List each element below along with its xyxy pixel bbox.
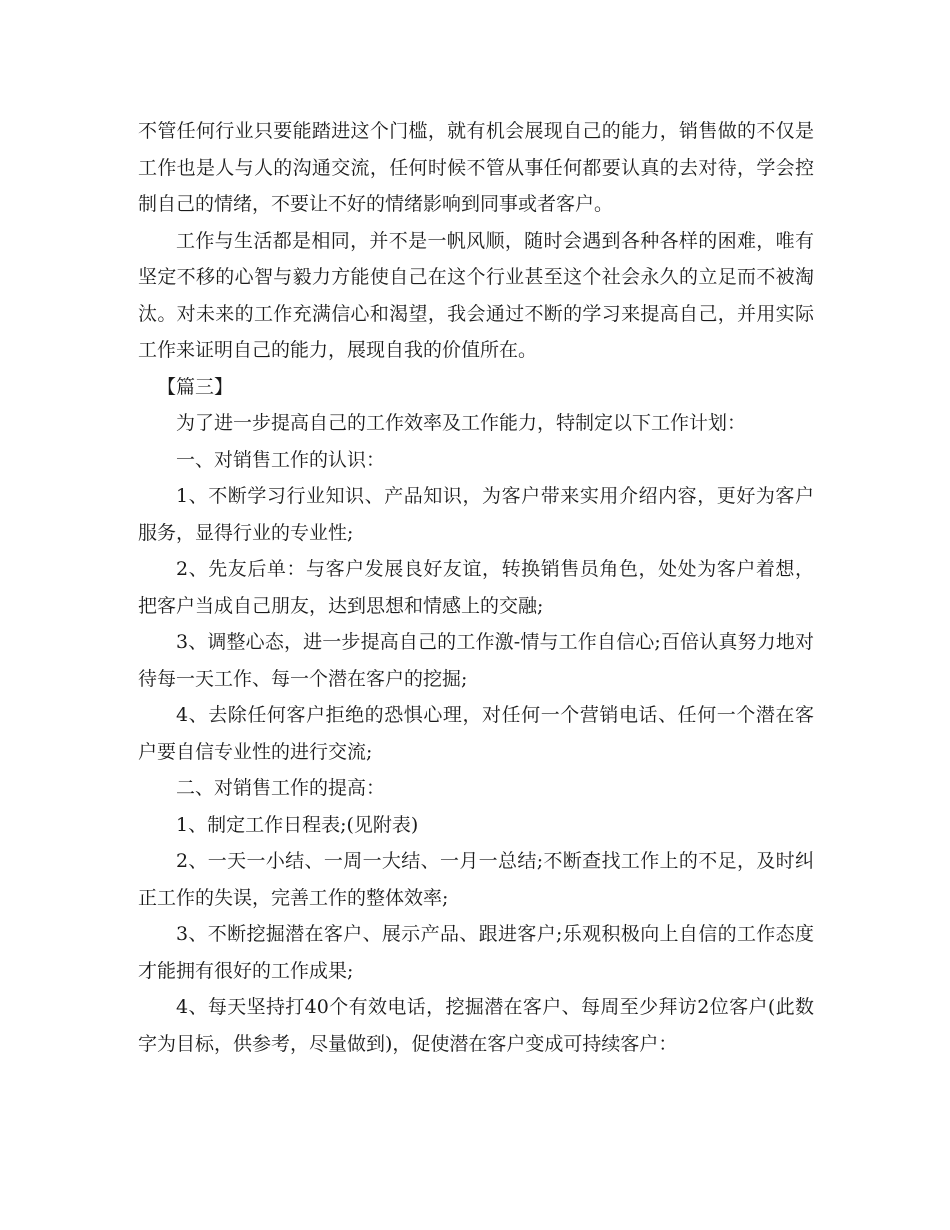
- list-item: 1、制定工作日程表;(见附表): [176, 813, 419, 836]
- paragraph: 不管任何行业只要能踏进这个门槛，就有机会展现自己的能力，销售做的不仅是工作也是人与人的沟通交流，任何时候不管从事任何都要认真的去对待，学会控制自己的情绪，不要让不好的情绪影响到同事或者客户。: [138, 120, 814, 215]
- section-heading: 【篇三】: [157, 375, 234, 398]
- subsection-title: 二、对销售工作的提高：: [176, 777, 386, 799]
- paragraph: 为了进一步提高自己的工作效率及工作能力，特制定以下工作计划：: [176, 412, 747, 434]
- list-item: 3、不断挖掘潜在客户、展示产品、跟进客户;乐观积极向上自信的工作态度才能拥有很好的工作成果;: [138, 923, 814, 982]
- list-item: 3、调整心态，进一步提高自己的工作激-情与工作自信心;百倍认真努力地对待每一天工作、每一个潜在客户的挖掘;: [138, 631, 814, 690]
- list-item: 2、一天一小结、一周一大结、一月一总结;不断查找工作上的不足，及时纠正工作的失误，完善工作的整体效率;: [138, 850, 814, 909]
- list-item: 1、不断学习行业知识、产品知识，为客户带来实用介绍内容，更好为客户服务，显得行业的专业性;: [138, 485, 814, 544]
- list-item: 4、去除任何客户拒绝的恐惧心理，对任何一个营销电话、任何一个潜在客户要自信专业性的进行交流;: [138, 704, 814, 763]
- list-item: 4、每天坚持打40个有效电话，挖掘潜在客户、每周至少拜访2位客户(此数字为目标，供参考，尽量做到)，促使潜在客户变成可持续客户：: [138, 996, 814, 1055]
- list-item: 2、先友后单：与客户发展良好友谊，转换销售员角色，处处为客户着想，把客户当成自己朋友，达到思想和情感上的交融;: [138, 558, 814, 617]
- paragraph: 工作与生活都是相同，并不是一帆风顺，随时会遇到各种各样的困难，唯有坚定不移的心智与毅力方能使自己在这个行业甚至这个社会永久的立足而不被淘汰。对未来的工作充满信心和渴望，我会通过不断的学习来提高自己，并用实际工作来证明自己的能力，展现自我的价值所在。: [138, 229, 814, 361]
- document-body: [138, 113, 814, 1062]
- subsection-title: 一、对销售工作的认识：: [176, 448, 386, 471]
